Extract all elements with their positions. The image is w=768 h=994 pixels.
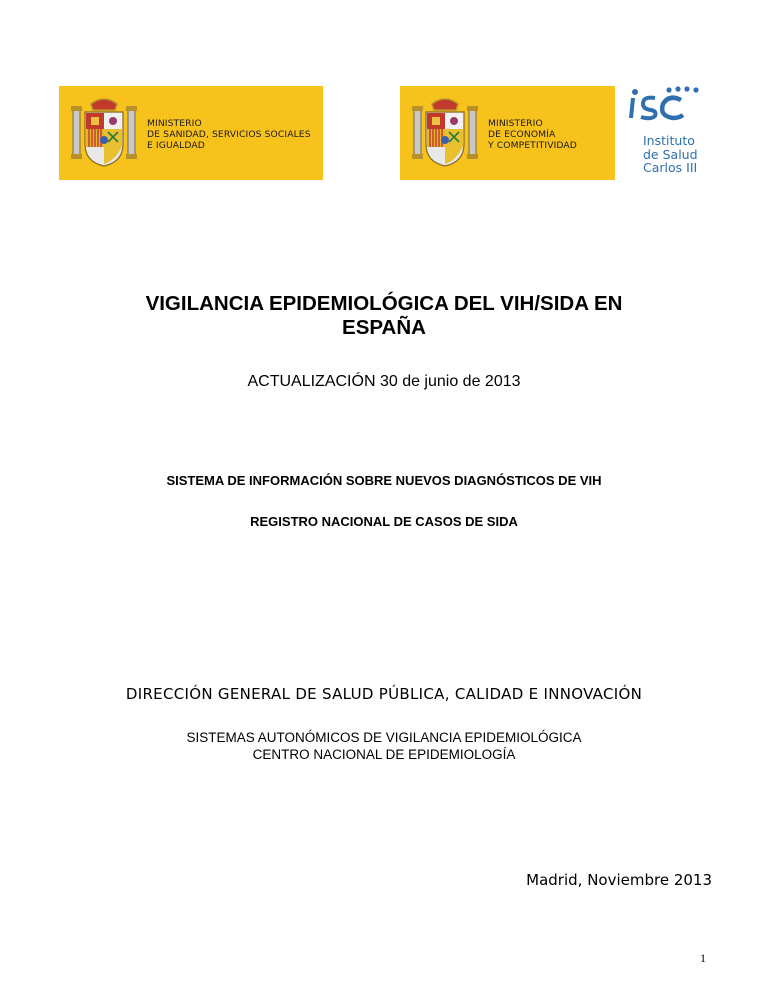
isciii-line: de Salud <box>643 146 698 162</box>
institutions <box>20 729 748 763</box>
update-date: ACTUALIZACIÓN 30 de junio de 2013 <box>247 373 521 390</box>
system-name-aids-registry: REGISTRO NACIONAL DE CASOS DE SIDA <box>250 514 518 529</box>
isciii-line: Carlos III <box>643 160 698 175</box>
ministry-health-logo <box>59 86 323 180</box>
ministry-health-line: E IGUALDAD <box>147 140 205 151</box>
report-title-line: VIGILANCIA EPIDEMIOLÓGICA DEL VIH/SIDA EN <box>145 292 623 315</box>
isciii-logo-icon <box>625 84 705 122</box>
ministry-health-line: MINISTERIO <box>147 118 202 129</box>
ministry-economy-name <box>488 118 577 151</box>
ministry-economy-line: MINISTERIO <box>488 118 543 129</box>
directorate-name: DIRECCIÓN GENERAL DE SALUD PÚBLICA, CALIDAD E INNOVACIÓN <box>125 685 643 703</box>
isciii-logo <box>623 84 713 184</box>
place-date: Madrid, Noviembre 2013 <box>526 871 712 889</box>
ministry-economy-line: Y COMPETITIVIDAD <box>488 140 577 151</box>
system-name-hiv: SISTEMA DE INFORMACIÓN SOBRE NUEVOS DIAGNÓSTICOS DE VIH <box>166 473 602 488</box>
institution-line: CENTRO NACIONAL DE EPIDEMIOLOGÍA <box>252 747 516 762</box>
ministry-economy-logo <box>400 86 615 180</box>
ministry-health-line: DE SANIDAD, SERVICIOS SOCIALES <box>147 129 311 140</box>
report-title <box>60 292 708 340</box>
page-number: 1 <box>700 951 706 965</box>
spanish-coat-of-arms-icon <box>412 96 478 170</box>
spanish-coat-of-arms-icon <box>71 96 137 170</box>
report-title-line: ESPAÑA <box>342 316 426 339</box>
ministry-health-name <box>147 118 311 151</box>
ministry-economy-line: DE ECONOMÍA <box>488 129 556 140</box>
institution-line: SISTEMAS AUTONÓMICOS DE VIGILANCIA EPIDEMIOLÓGICA <box>186 730 582 745</box>
isciii-name <box>643 134 698 175</box>
isciii-line: Instituto <box>643 133 695 148</box>
